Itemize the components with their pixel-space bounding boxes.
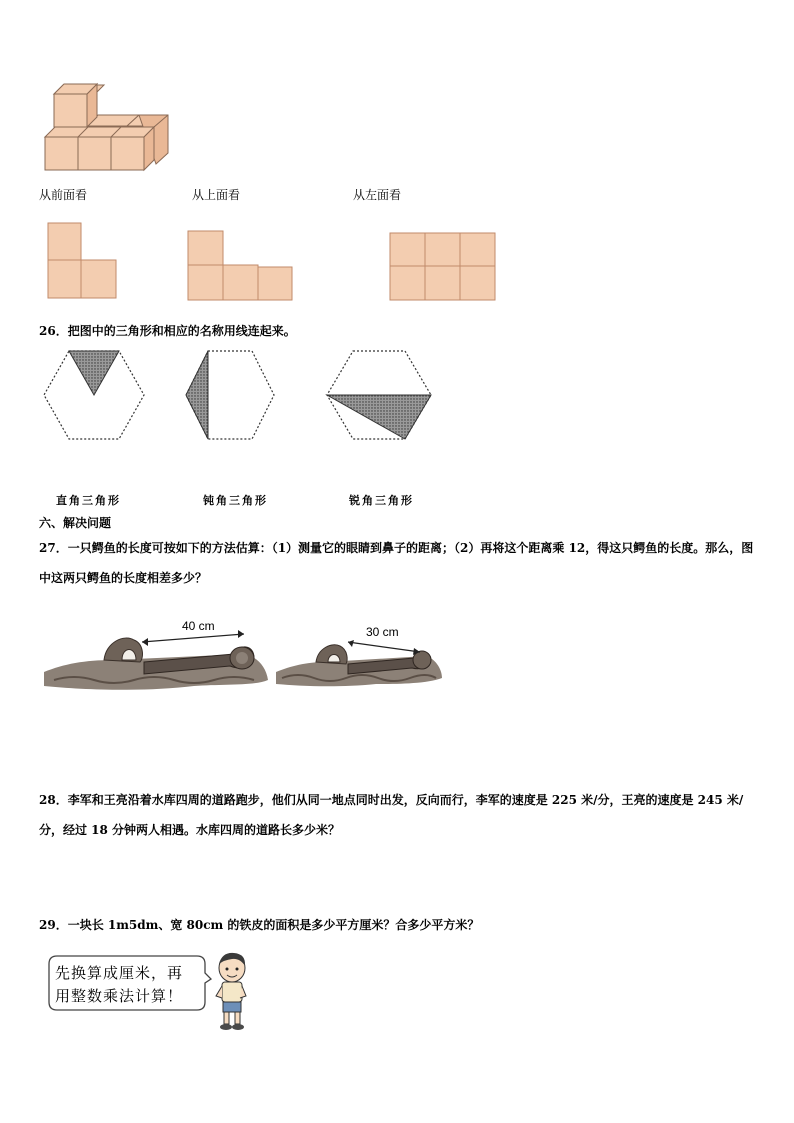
bubble-line-1: 先换算成厘米，再 [55,964,184,982]
top-view-figure [187,230,293,301]
hexagon-acute-triangle [326,350,432,440]
top-view-label: 从上面看 [192,188,241,202]
question-29: 29．一块长 1m5dm、宽 80cm 的铁皮的面积是多少平方厘米？合多少平方米？ [39,918,480,932]
section-6-title: 六、解决问题 [39,516,112,530]
crocodile-small [276,622,444,688]
front-view-label: 从前面看 [39,188,88,202]
front-view-figure [47,222,117,299]
label-40cm: 40 cm [182,619,215,633]
hexagon-right-triangle [43,350,145,440]
label-right-triangle: 直角三角形 [56,494,121,507]
question-26: 26．把图中的三角形和相应的名称用线连起来。 [39,324,296,338]
cube-stack-figure [40,82,172,174]
question-27: 27．一只鳄鱼的长度可按如下的方法估算：（1）测量它的眼睛到鼻子的距离；（2）再将这个距离乘 12，得这只鳄鱼的长度。那么，图中这两只鳄鱼的长度相差多少？ [39,541,754,585]
left-view-label: 从左面看 [353,188,402,202]
bubble-line-2: 用整数乘法计算！ [55,987,184,1005]
label-acute-triangle: 锐角三角形 [349,494,414,507]
label-obtuse-triangle: 钝角三角形 [203,494,268,507]
hexagon-obtuse-triangle [185,350,275,440]
question-28: 28．李军和王亮沿着水库四周的道路跑步，他们从同一地点同时出发，反向而行，李军的速度是 225 米/分，王亮的速度是 245 米/分，经过 18 分钟两人相遇。水库四周的道路长多少米？ [39,793,744,837]
label-30cm: 30 cm [366,625,399,639]
crocodile-large [44,614,270,694]
left-view-figure [389,232,496,301]
boy-illustration [212,950,252,1032]
